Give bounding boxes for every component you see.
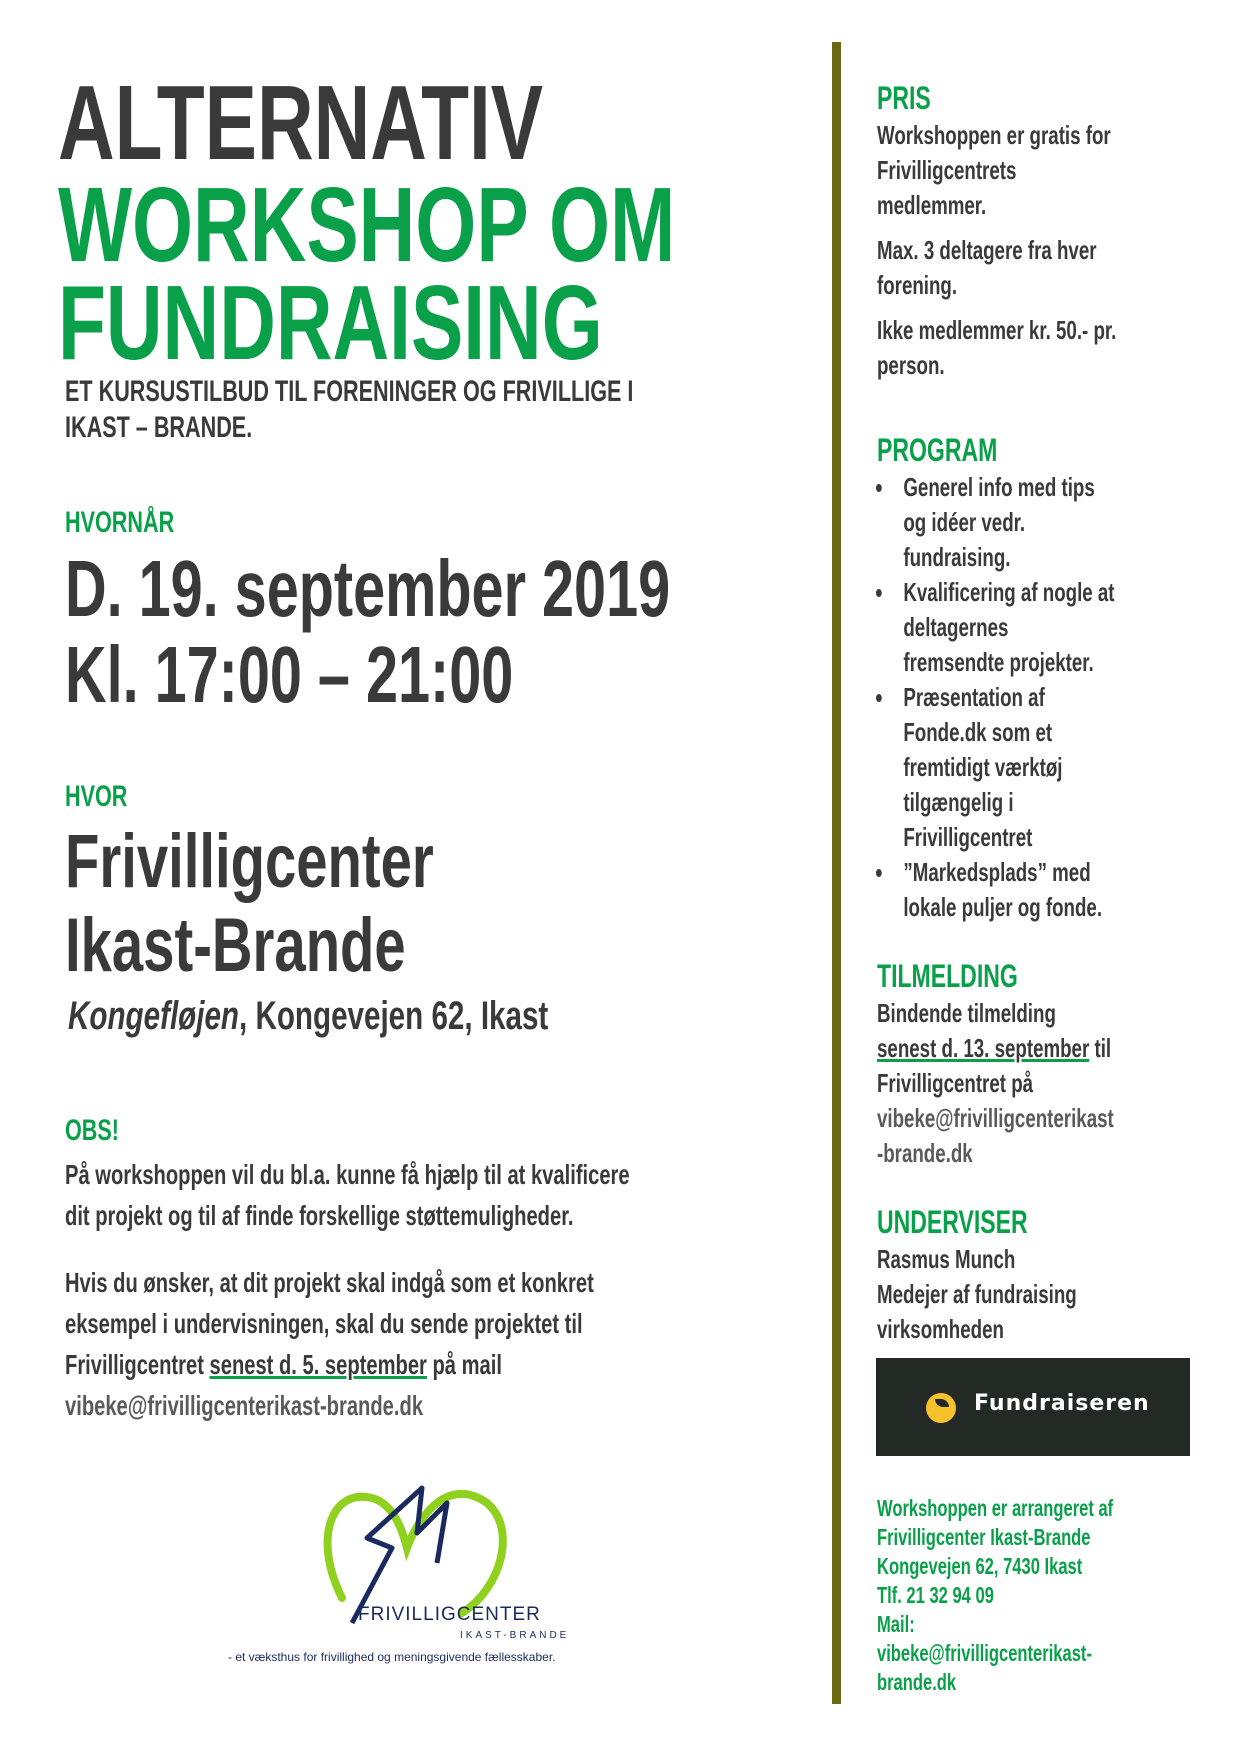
obs-paragraph-2 — [65, 1262, 799, 1426]
title-line-3-text: FUNDRAISING — [58, 264, 603, 382]
venue-address — [68, 994, 717, 1039]
organizer-email-link-cont[interactable]: brande.dk — [877, 1669, 957, 1695]
fundraiseren-logo-icon — [926, 1393, 956, 1423]
pris-heading: PRIS — [877, 80, 931, 116]
tilmelding-body: Bindende tilmelding senest d. 13. september til Frivilligcentret på vibeke@frivilligcenterikast -brande.dk — [877, 996, 1206, 1171]
title-line-1 — [58, 64, 714, 182]
pris-line: Ikke medlemmer kr. 50.- pr. — [877, 315, 1117, 345]
bullet-icon — [876, 869, 882, 877]
pris-line: person. — [877, 350, 945, 380]
program-item: Præsentation af Fonde.dk som et fremtidigt værktøj tilgængelig i Frivilligcentret — [876, 680, 1115, 855]
pris-line: Max. 3 deltagere fra hver — [877, 235, 1097, 265]
when-heading — [65, 506, 217, 540]
bullet-icon — [876, 589, 882, 597]
program-heading: PROGRAM — [877, 432, 998, 468]
underviser-heading: UNDERVISER — [877, 1204, 1028, 1240]
venue-name-line-2: Ikast-Brande — [65, 903, 406, 988]
signup-email-link-cont[interactable]: -brande.dk — [877, 1138, 973, 1168]
where-heading-text: HVOR — [65, 780, 128, 813]
organizer-email-link[interactable]: vibeke@frivilligcenterikast- — [877, 1640, 1092, 1666]
obs-p2-line-3: Frivilligcentret senest d. 5. september på mail — [65, 1349, 502, 1380]
bullet-icon — [876, 484, 882, 492]
logo-name: FRIVILLIGCENTER — [358, 1604, 541, 1625]
event-time: Kl. 17:00 – 21:00 — [65, 630, 514, 719]
pris-line: forening. — [877, 270, 958, 300]
bullet-icon — [876, 694, 882, 702]
organizer-phone: Tlf. 21 32 94 09 — [877, 1582, 994, 1608]
title-line-2 — [58, 166, 892, 284]
pris-line: Workshoppen er gratis for — [877, 120, 1111, 150]
signup-email-link[interactable]: vibeke@frivilligcenterikast — [877, 1103, 1114, 1133]
pris-body — [877, 118, 1209, 383]
signup-deadline: senest d. 13. september — [877, 1033, 1090, 1063]
obs-p2-line-1: Hvis du ønsker, at dit projekt skal indgå som et konkret — [65, 1267, 594, 1298]
title-line-2-text: WORKSHOP OM — [58, 166, 676, 284]
pris-line: Frivilligcentrets — [877, 155, 1017, 185]
logo-subtitle: IKAST-BRANDE — [460, 1630, 570, 1641]
obs-paragraph-1 — [65, 1154, 849, 1236]
subtitle-line-2: IKAST – BRANDE. — [65, 411, 253, 444]
obs-p2-line-2: eksempel i undervisningen, skal du sende projektet til — [65, 1308, 583, 1339]
program-item: Generel info med tips og idéer vedr. fundraising. — [876, 470, 1115, 575]
obs-email-link[interactable]: vibeke@frivilligcenterikast-brande.dk — [65, 1390, 424, 1421]
logo-tagline: - et væksthus for frivillighed og meningsgivende fællesskaber. — [228, 1650, 556, 1664]
where-heading — [65, 780, 152, 814]
obs-heading — [65, 1114, 140, 1148]
fundraiseren-banner — [876, 1358, 1190, 1456]
teacher-name: Rasmus Munch — [877, 1244, 1016, 1274]
column-divider — [832, 42, 841, 1704]
obs-p1-line-1: På workshoppen vil du bl.a. kunne få hjælp til at kvalificere — [65, 1159, 630, 1190]
venue-name-line-1: Frivilligcenter — [65, 819, 434, 904]
when-block — [65, 546, 905, 718]
pris-line: medlemmer. — [877, 190, 987, 220]
subtitle-line-1: ET KURSUSTILBUD TIL FORENINGER OG FRIVILLIGE I — [65, 375, 634, 408]
deadline-text: senest d. 5. september — [209, 1349, 427, 1380]
obs-p1-line-2: dit projekt og til af finde forskellige støttemuligheder. — [65, 1200, 574, 1231]
program-item: Kvalificering af nogle at deltagernes fremsendte projekter. — [876, 575, 1115, 680]
title-line-1-text: ALTERNATIV — [58, 64, 544, 182]
venue-street: , Kongevejen 62, Ikast — [239, 994, 549, 1038]
program-item: ”Markedsplads” med lokale puljer og fonde. — [876, 855, 1115, 925]
venue-room: Kongefløjen — [68, 994, 240, 1038]
event-date: D. 19. september 2019 — [65, 544, 671, 633]
when-heading-text: HVORNÅR — [65, 506, 175, 539]
fundraiseren-text: Fundraiseren — [974, 1391, 1150, 1416]
obs-heading-text: OBS! — [65, 1114, 119, 1147]
underviser-body: Rasmus Munch Medejer af fundraising virksomheden — [877, 1244, 1077, 1344]
tilmelding-heading: TILMELDING — [877, 958, 1018, 994]
venue-name — [65, 820, 563, 988]
organizer-info: Workshoppen er arrangeret af Frivilligcenter Ikast-Brande Kongevejen 62, 7430 Ikast Tlf. 21 32 94 09 Mail: vibeke@frivilligcenterikast- brande.dk — [877, 1495, 1114, 1695]
program-list — [876, 470, 1207, 925]
title-line-3 — [58, 264, 794, 382]
subtitle — [65, 374, 854, 446]
